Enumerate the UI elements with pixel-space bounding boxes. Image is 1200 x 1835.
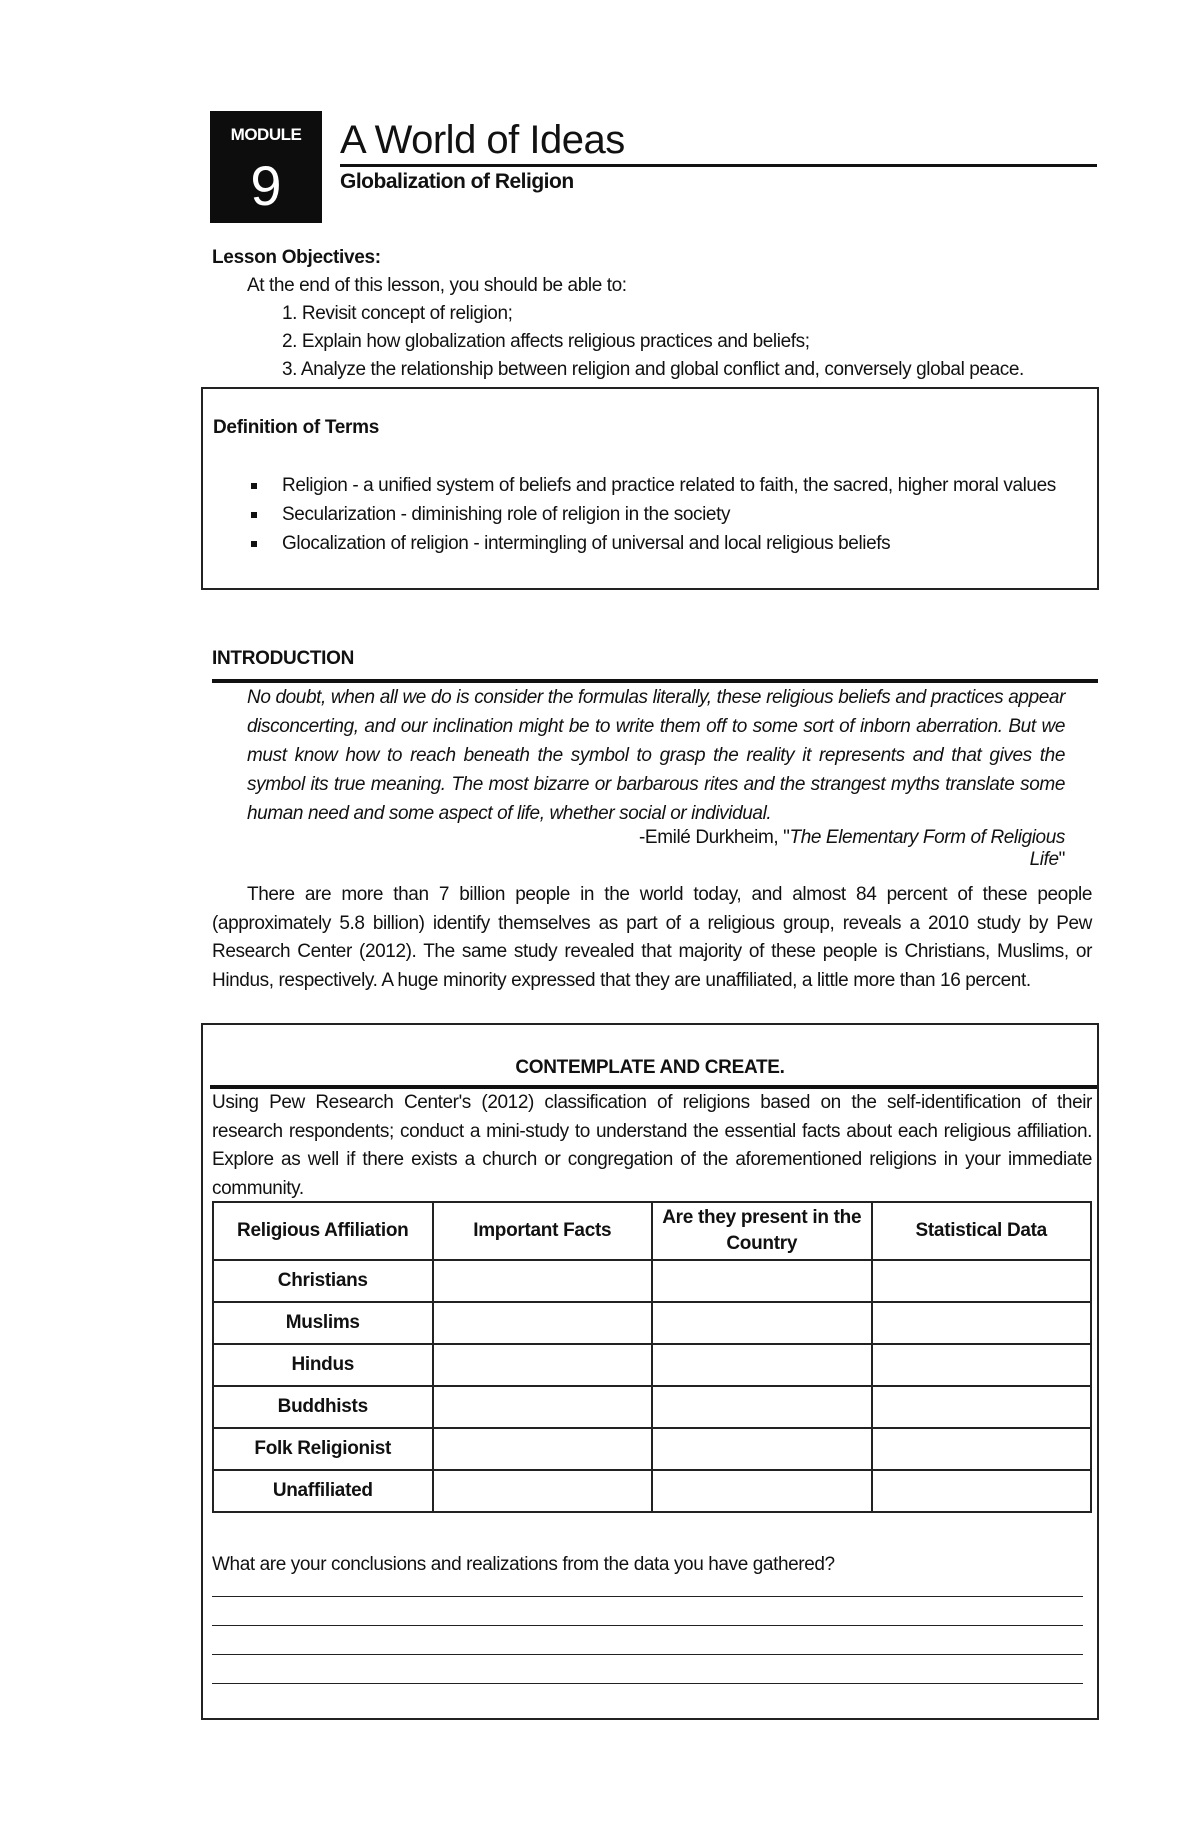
facts-cell[interactable] xyxy=(433,1386,653,1428)
presence-cell[interactable] xyxy=(652,1344,872,1386)
objective-item: 3. Analyze the relationship between religion and global conflict and, conversely global peace. xyxy=(282,359,1024,380)
page-title: A World of Ideas xyxy=(340,118,625,162)
affiliation-cell: Unaffiliated xyxy=(213,1470,433,1512)
intro-paragraph: There are more than 7 billion people in the world today, and almost 84 percent of these people (approximately 5.8 billion) identify themselves as part of a religious group, reveals a 2010 study by Pew Research Center (2012). The same study revealed that majority of these people is Christians, Muslims, or Hindus, respectively. A huge minority expressed that they are unaffiliated, a little more than 16 percent. xyxy=(212,884,1092,991)
stats-cell[interactable] xyxy=(872,1470,1092,1512)
table-row xyxy=(213,1260,1091,1302)
activity-instructions: Using Pew Research Center's (2012) classification of religions based on the self-identification of their research respondents; conduct a mini-study to understand the essential facts about each religious affiliation. Explore as well if there exists a church or congregation of the aforementioned religions in your immediate community. xyxy=(212,1092,1092,1199)
introduction-heading: INTRODUCTION xyxy=(212,648,355,669)
stats-cell[interactable] xyxy=(872,1344,1092,1386)
definition-item: Secularization - diminishing role of religion in the society xyxy=(213,504,1093,533)
objectives-intro: At the end of this lesson, you should be able to: xyxy=(247,275,627,296)
answer-line[interactable] xyxy=(212,1625,1083,1626)
module-label: MODULE xyxy=(230,125,302,144)
table-row xyxy=(213,1470,1091,1512)
stats-cell[interactable] xyxy=(872,1386,1092,1428)
stats-cell[interactable] xyxy=(872,1260,1092,1302)
answer-line[interactable] xyxy=(212,1683,1083,1684)
page-subtitle: Globalization of Religion xyxy=(340,170,574,193)
objective-item: 2. Explain how globalization affects religious practices and beliefs; xyxy=(282,331,810,352)
definitions-list xyxy=(213,475,1093,562)
facts-cell[interactable] xyxy=(433,1344,653,1386)
affiliation-cell: Buddhists xyxy=(213,1386,433,1428)
definition-item: Glocalization of religion - intermingling of universal and local religious beliefs xyxy=(213,533,1093,562)
presence-cell[interactable] xyxy=(652,1428,872,1470)
table-row xyxy=(213,1386,1091,1428)
facts-cell[interactable] xyxy=(433,1302,653,1344)
stats-cell[interactable] xyxy=(872,1428,1092,1470)
affiliation-cell: Folk Religionist xyxy=(213,1428,433,1470)
answer-line[interactable] xyxy=(212,1654,1083,1655)
header-important-facts: Important Facts xyxy=(433,1202,653,1260)
presence-cell[interactable] xyxy=(652,1386,872,1428)
header-present-in-country: Are they present in the Country xyxy=(652,1202,872,1260)
affiliation-cell: Muslims xyxy=(213,1302,433,1344)
affiliation-cell: Christians xyxy=(213,1260,433,1302)
header-statistical-data: Statistical Data xyxy=(872,1202,1092,1260)
quote-source-title: The Elementary Form of Religious Life xyxy=(789,827,1065,870)
answer-line[interactable] xyxy=(212,1596,1083,1597)
table-row xyxy=(213,1344,1091,1386)
table-header-row xyxy=(213,1202,1091,1260)
definitions-heading: Definition of Terms xyxy=(213,417,380,438)
facts-cell[interactable] xyxy=(433,1428,653,1470)
conclusion-question: What are your conclusions and realizations from the data you have gathered? xyxy=(212,1554,835,1575)
durkheim-quote: No doubt, when all we do is consider the formulas literally, these religious beliefs and practices appear disconcerting, and our inclination might be to write them off to some sort of inborn aberration. But we must know how to reach beneath the symbol to grasp the reality it represents and that gives the symbol its true meaning. The most bizarre or barbarous rites and the strangest myths translate some human need and some aspect of life, whether social or individual. xyxy=(247,687,1065,824)
presence-cell[interactable] xyxy=(652,1260,872,1302)
objective-item: 1. Revisit concept of religion; xyxy=(282,303,513,324)
table-row xyxy=(213,1302,1091,1344)
presence-cell[interactable] xyxy=(652,1470,872,1512)
affiliation-cell: Hindus xyxy=(213,1344,433,1386)
module-number: 9 xyxy=(250,154,282,217)
module-badge xyxy=(210,111,322,223)
facts-cell[interactable] xyxy=(433,1260,653,1302)
table-row xyxy=(213,1428,1091,1470)
facts-cell[interactable] xyxy=(433,1470,653,1512)
objectives-heading: Lesson Objectives: xyxy=(212,247,381,268)
stats-cell[interactable] xyxy=(872,1302,1092,1344)
title-rule xyxy=(340,164,1097,167)
activity-heading: CONTEMPLATE AND CREATE. xyxy=(515,1057,785,1078)
affiliation-table xyxy=(212,1201,1092,1513)
definitions-box xyxy=(201,387,1099,590)
quote-attribution: -Emilé Durkheim, "The Elementary Form of Religious Life" xyxy=(639,827,1065,870)
presence-cell[interactable] xyxy=(652,1302,872,1344)
header-religious-affiliation: Religious Affiliation xyxy=(213,1202,433,1260)
definition-item: Religion - a unified system of beliefs and practice related to faith, the sacred, higher moral values xyxy=(213,475,1093,504)
